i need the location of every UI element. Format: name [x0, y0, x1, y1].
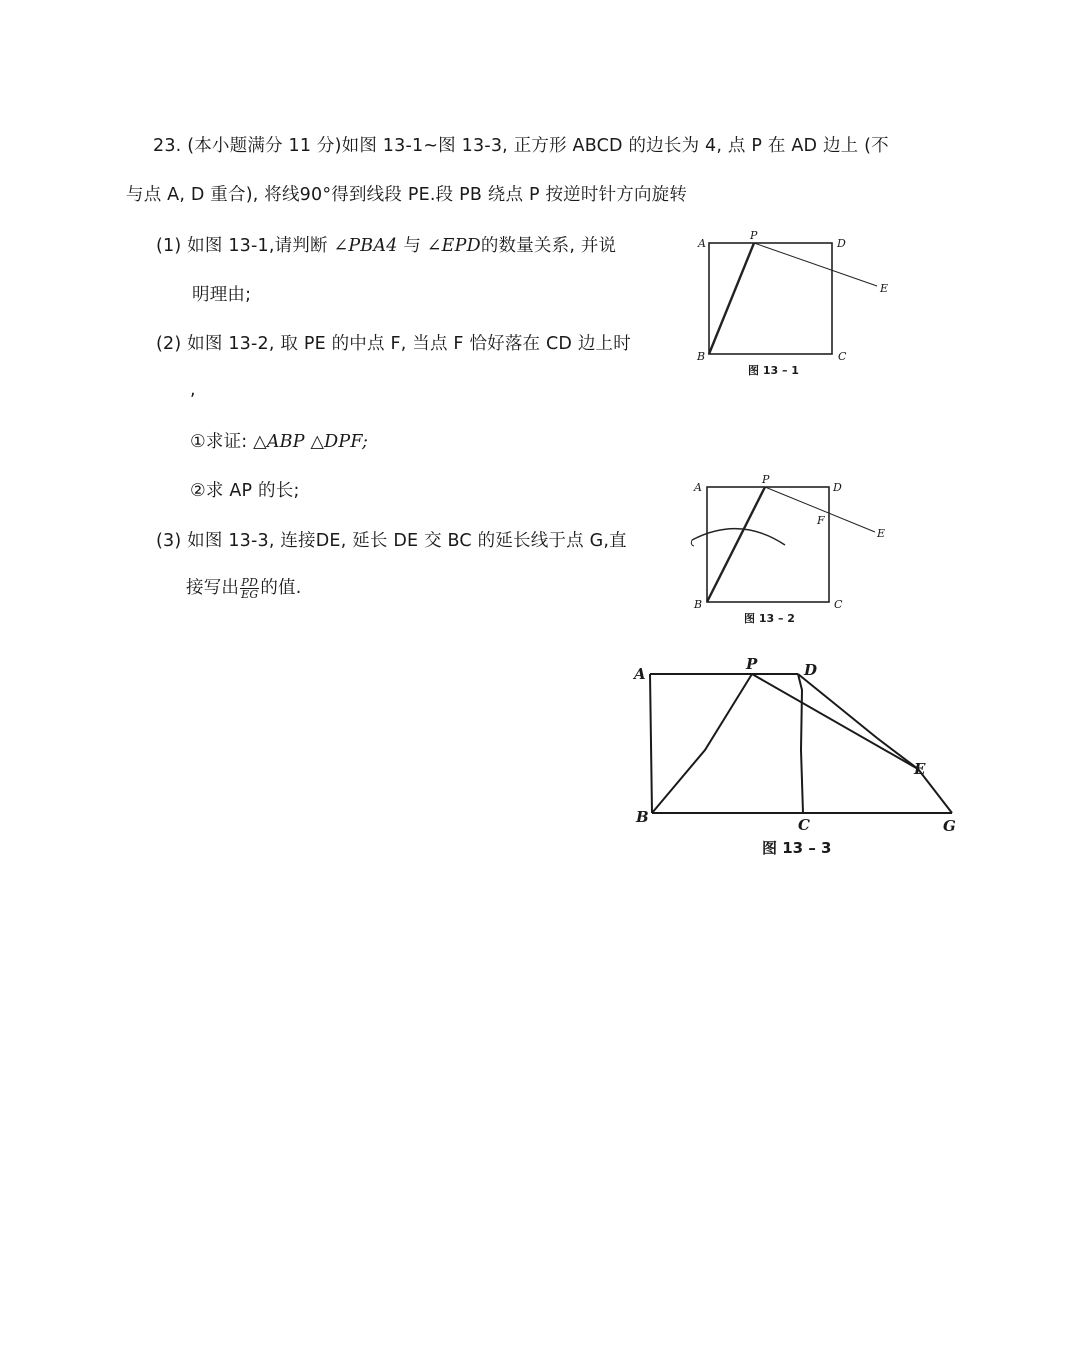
part1-text-b: 与: [403, 236, 422, 256]
fig2-square: [707, 487, 829, 602]
part3-text-b: 接写出: [186, 578, 240, 598]
part1-angle-2: ∠EPD: [426, 236, 481, 256]
fig1-square: [709, 243, 832, 354]
fig3-segment-pe: [752, 674, 918, 769]
fraction-numerator: PD: [241, 575, 259, 589]
part1-label: (1): [156, 236, 182, 256]
fig3-label-p: P: [746, 655, 758, 673]
fig2-label-a: A: [694, 481, 702, 494]
part1-text-c: 的数量关系, 并说: [480, 236, 617, 256]
fig1-caption: 图 13 – 1: [748, 364, 799, 377]
fig1-label-c: C: [838, 350, 847, 363]
part2-sub1-mark: ①求证:: [190, 432, 248, 452]
fig3-segment-pb: [652, 674, 752, 813]
fig2-arc-mark: [692, 529, 785, 545]
part2-label: (2): [156, 334, 182, 354]
fig2-label-c: C: [834, 598, 843, 611]
part2-sub1-expr: △ABP △DPF;: [253, 432, 369, 452]
fig1-segment-pb: [709, 243, 754, 354]
fig3-label-a: A: [634, 665, 646, 683]
problem-line-1: 23. (本小题满分 11 分)如图 13-1~图 13-3, 正方形 ABCD 的边长为 4, 点 P 在 AD 边上 (不: [153, 136, 889, 156]
part2-line-2: ,: [190, 380, 196, 400]
fig1-label-p: P: [750, 229, 758, 242]
figure-13-1: [709, 243, 877, 354]
fraction-denominator: EG: [241, 587, 259, 601]
fig1-label-a: A: [698, 237, 706, 250]
fig1-label-b: B: [697, 350, 706, 363]
fig2-label-f: F: [817, 514, 825, 527]
fig3-side-dc: [798, 674, 803, 813]
fig2-caption: 图 13 – 2: [744, 612, 795, 625]
fig1-label-e: E: [880, 282, 889, 295]
part2-text-a: 如图 13-2, 取 PE 的中点 F, 当点 F 恰好落在 CD 边上时: [187, 334, 631, 354]
fig2-label-p: P: [762, 473, 770, 486]
fig3-label-c: C: [798, 816, 810, 834]
fig3-side-ab: [650, 674, 652, 813]
part3-text-c: 的值.: [260, 578, 302, 598]
fig2-arc-tail: [691, 540, 694, 546]
fig3-caption: 图 13 – 3: [762, 839, 832, 857]
part2-sub2: ②求 AP 的长;: [190, 481, 300, 501]
fig3-label-b: B: [636, 808, 649, 826]
problem-line-2: 与点 A, D 重合), 将线90°得到线段 PE.段 PB 绕点 P 按逆时针方向旋转: [126, 185, 688, 205]
fig1-label-d: D: [837, 237, 846, 250]
fig3-label-e: E: [914, 760, 926, 778]
fig2-segment-pb: [707, 487, 765, 602]
fig1-segment-pe: [754, 243, 877, 286]
fig3-label-g: G: [943, 817, 956, 835]
fig2-label-e: E: [877, 527, 886, 540]
part1-text-a: 如图 13-1,请判断: [187, 236, 328, 256]
fig2-label-b: B: [694, 598, 703, 611]
figure-13-3: [650, 674, 952, 813]
part3-label: (3): [156, 531, 182, 551]
part3-text-a: 如图 13-3, 连接DE, 延长 DE 交 BC 的延长线于点 G,直: [187, 531, 627, 551]
fig2-label-d: D: [833, 481, 842, 494]
fig3-label-d: D: [804, 661, 818, 679]
part1-angle-1: ∠PBA4: [333, 236, 398, 256]
part1-line-2: 明理由;: [192, 285, 252, 305]
figure-13-2: [691, 487, 875, 602]
